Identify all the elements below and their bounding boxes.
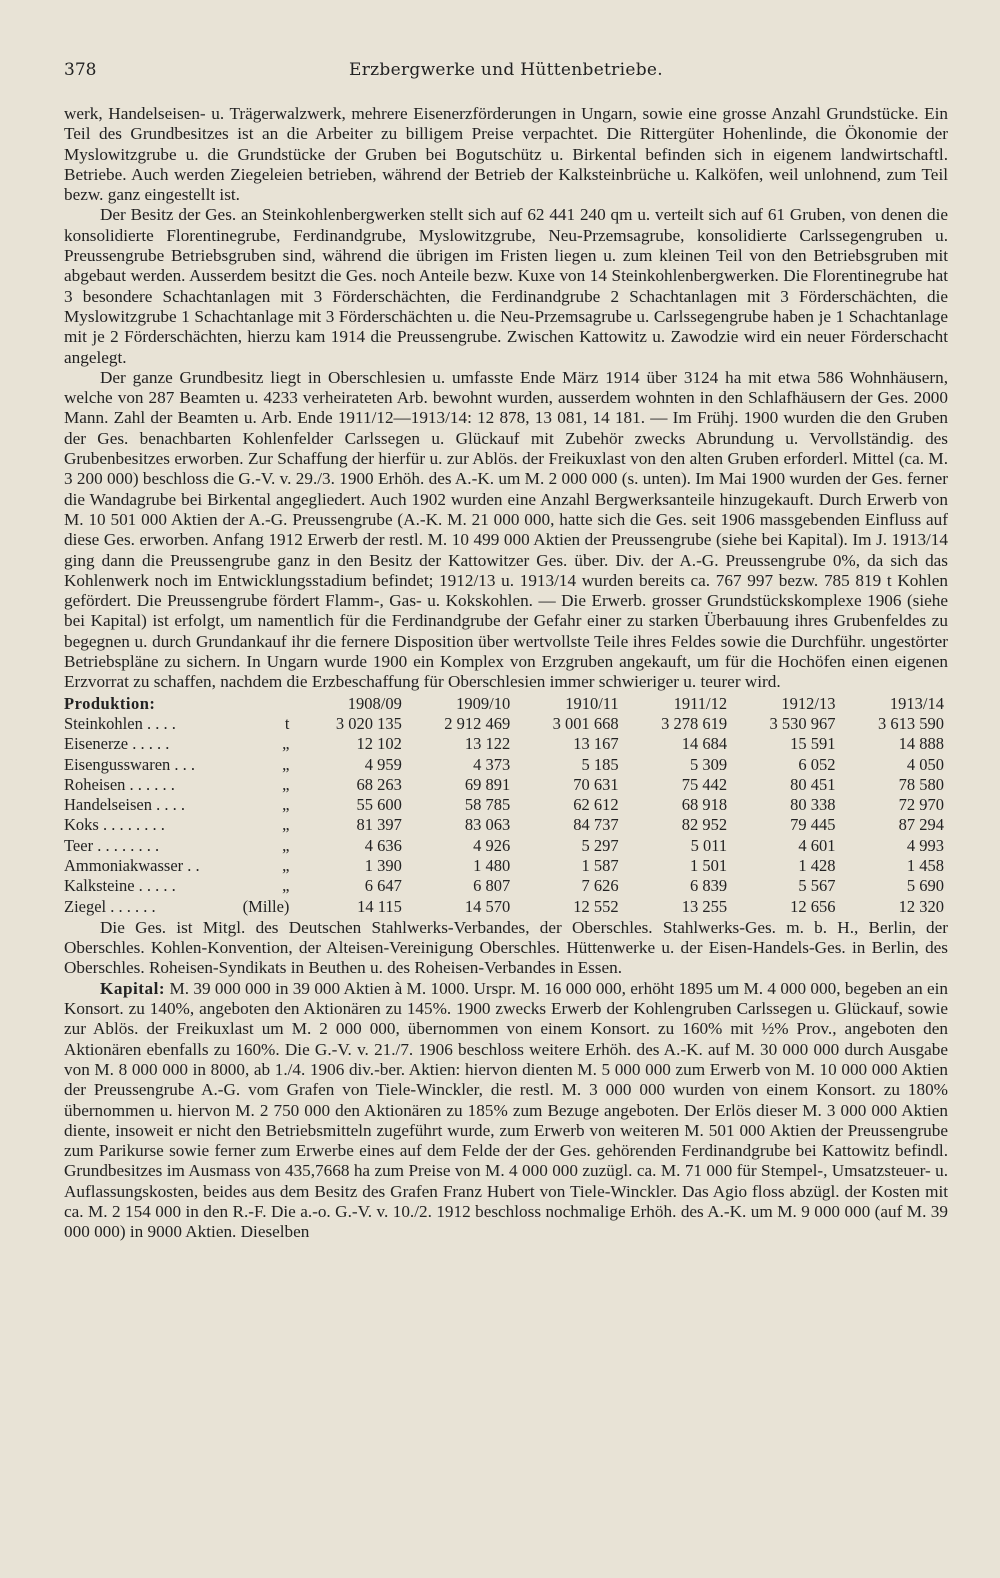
row-unit: „ — [282, 835, 290, 855]
table-cell: 4 993 — [906, 835, 944, 855]
table-cell: 1 587 — [581, 855, 619, 875]
table-cell: 84 737 — [573, 815, 619, 835]
table-cell: 4 050 — [906, 754, 944, 774]
table-cell: 68 263 — [356, 774, 402, 794]
paragraph-text: Der ganze Grundbesitz liegt in Oberschlesien u. umfasste Ende März 1914 über 3124 ha mit etwa 586 Wohnhäusern, welche von 287 Beamten u. 4233 verheirateten Arb. bewohnt wurden, ausserdem wohnten in den Schlafhäusern der Ges. 2000 Mann. Zahl der Beamten u. Arb. Ende 1911/12—1913/14: 12 878, 13 081, 14 181. — Im Frühj. 1900 wurden die den Gruben der Ges. benachbarten Kohlenfelder Carlssegen u. Glückauf mit Zubehör zwecks Abrundung u. Vervollständig. des Grubenbesitzes erworben. Zur Schaffung der hierfür u. zur Ablös. der Freikuxlast von den alten Gruben erforderl. Mittel (ca. M. 3 200 000) beschloss die G.-V. v. 29./3. 1900 Erhöh. des A.-K. um M. 2 000 000 (s. unten). Im Mai 1900 wurden der Ges. ferner die Wandagrube bei Birkental angegliedert. Auch 1902 wurden eine Anzahl Bergwerksanteile hinzugekauft. Durch Erwerb von M. 10 501 000 Aktien der A.-G. Preussengrube (A.-K. M. 21 000 000, hatte sich die Ges. seit 1906 massgebenden Einfluss auf diese Ges. erworben. Anfang 1912 Erwerb der restl. M. 10 499 000 Aktien der Preussengrube (siehe bei Kapital). Im J. 1913/14 ging dann die Preussengrube ganz in den Besitz der Kattowitzer Ges. über. Div. der A.-G. Preussengrube 0%, da sich das Kohlenwerk noch im Entwicklungsstadium befindet; 1912/13 u. 1913/14 wurden bereits ca. 767 997 bezw. 785 819 t Kohlen gefördert. Die Preussengrube fördert Flamm-, Gas- u. Kokskohlen. — Die Erwerb. grosser Grundstückskomplexe 1906 (siehe bei Kapital) ist erfolgt, um namentlich für die Ferdinandgrube der Gefahr einer zu starken Überbauung ihres Grubenfeldes zu begegnen u. durch Grundankauf ihr die fernere Disposition über wertvollste Teile ihres Feldes sowie die Durchführ. ungestörter Betriebspläne zu sichern. In Ungarn wurde 1900 ein Komplex von Erzgruben angekauft, um für die Hochöfen einen eigenen Erzvorrat zu schaffen, nachdem die Erzbeschaffung für Oberschlesien immer schwieriger u. teurer wird. — [64, 367, 948, 692]
table-row — [64, 856, 944, 876]
table-cell: 3 613 590 — [878, 713, 944, 733]
table-row — [64, 815, 944, 835]
table-cell: 69 891 — [464, 774, 511, 794]
year-header: 1913/14 — [889, 693, 944, 713]
row-label: Eisenerze . . . . . — [64, 734, 170, 754]
table-row — [64, 775, 944, 795]
year-header: 1909/10 — [456, 693, 511, 713]
table-cell: 2 912 469 — [444, 713, 511, 733]
table-cell: 4 926 — [473, 835, 511, 855]
production-label: Produktion: — [64, 693, 156, 713]
table-cell: 79 445 — [790, 815, 836, 835]
table-cell: 14 684 — [681, 734, 728, 754]
row-unit: „ — [282, 795, 290, 815]
table-cell: 58 785 — [464, 795, 511, 815]
table-cell: 78 580 — [898, 774, 944, 794]
table-cell: 4 959 — [364, 754, 402, 774]
body-text-before — [64, 104, 948, 693]
table-cell: 87 294 — [898, 815, 944, 835]
table-cell: 70 631 — [573, 774, 619, 794]
row-label: Koks . . . . . . . . — [64, 815, 165, 835]
row-unit: „ — [282, 876, 290, 896]
table-row — [64, 795, 944, 815]
production-header-row — [64, 694, 944, 714]
table-cell: 14 570 — [464, 896, 511, 916]
table-cell: 1 428 — [798, 855, 836, 875]
table-cell: 14 115 — [357, 896, 402, 916]
table-cell: 5 567 — [798, 876, 836, 896]
table-cell: 72 970 — [898, 795, 944, 815]
table-row — [64, 897, 944, 917]
table-cell: 5 690 — [906, 876, 944, 896]
row-unit: t — [284, 713, 290, 733]
table-cell: 6 647 — [364, 876, 402, 896]
page-header — [64, 60, 948, 90]
table-cell: 3 001 668 — [552, 713, 619, 733]
table-cell: 13 167 — [573, 734, 619, 754]
table-cell: 3 278 619 — [661, 713, 728, 733]
row-unit: (Mille) — [242, 896, 290, 916]
table-cell: 3 020 135 — [335, 713, 402, 733]
table-cell: 5 297 — [581, 835, 619, 855]
table-row — [64, 876, 944, 896]
production-body — [64, 714, 944, 917]
paragraph — [64, 918, 948, 979]
year-header: 1911/12 — [673, 693, 728, 713]
row-label: Kalksteine . . . . . — [64, 876, 176, 896]
running-title: Erzbergwerke und Hüttenbetriebe. — [349, 60, 663, 80]
table-cell: 1 458 — [906, 855, 944, 875]
row-unit: „ — [282, 754, 290, 774]
table-cell: 6 052 — [798, 754, 836, 774]
table-cell: 12 552 — [573, 896, 619, 916]
table-cell: 13 122 — [464, 734, 511, 754]
table-cell: 55 600 — [356, 795, 402, 815]
table-cell: 80 338 — [790, 795, 836, 815]
table-cell: 1 390 — [364, 855, 402, 875]
table-cell: 4 373 — [473, 754, 511, 774]
table-cell: 5 309 — [689, 754, 728, 774]
table-cell: 62 612 — [573, 795, 619, 815]
table-cell: 4 636 — [364, 835, 402, 855]
section-lead: Kapital: — [100, 978, 166, 998]
row-unit: „ — [282, 734, 290, 754]
table-cell: 5 011 — [690, 835, 728, 855]
table-cell: 75 442 — [681, 774, 728, 794]
paragraph-text: Der Besitz der Ges. an Steinkohlenbergwerken stellt sich auf 62 441 240 qm u. verteilt sich auf 61 Gruben, von denen die konsolidierte Florentinegrube, Ferdinandgrube, Myslowitzgrube, Neu-Przemsagrube, konsolidierte Carlssegengruben u. Preussengrube Betriebsgruben sind, während die übrigen im Fristen liegen u. zum kleinen Teil von den Betriebsgruben mit abgebaut werden. Ausserdem besitzt die Ges. noch Anteile bezw. Kuxe von 14 Steinkohlenbergwerken. Die Florentinegrube hat 3 besondere Schachtanlagen mit 3 Förderschächten, die Ferdinandgrube 2 Schachtanlagen mit 3 Förderschächten, die Myslowitzgrube 1 Schachtanlage mit 3 Förderschächten u. die Neu-Przemsagrube u. Carlssegengrube haben je 1 Schachtanlage mit je 2 Förderschächten, hierzu kam 1914 die Preussengrube. Zwischen Kattowitz u. Zawodzie wird ein neuer Förderschacht angelegt. — [64, 205, 948, 367]
year-header: 1910/11 — [565, 693, 619, 713]
table-cell: 13 255 — [681, 896, 728, 916]
table-cell: 68 918 — [681, 795, 728, 815]
table-cell: 82 952 — [681, 815, 728, 835]
row-label: Roheisen . . . . . . — [64, 774, 175, 794]
row-label: Ziegel . . . . . . — [64, 896, 156, 916]
table-cell: 81 397 — [356, 815, 402, 835]
table-row — [64, 836, 944, 856]
table-cell: 1 480 — [473, 855, 511, 875]
table-row — [64, 734, 944, 754]
body-text-after — [64, 918, 948, 1243]
table-row — [64, 755, 944, 775]
paragraph — [64, 104, 948, 205]
row-unit: „ — [282, 855, 290, 875]
table-row — [64, 714, 944, 734]
table-cell: 15 591 — [790, 734, 836, 754]
table-cell: 80 451 — [790, 774, 836, 794]
row-unit: „ — [282, 774, 290, 794]
table-cell: 6 839 — [689, 876, 728, 896]
paragraph-text: M. 39 000 000 in 39 000 Aktien à M. 1000. Urspr. M. 16 000 000, erhöht 1895 um M. 4 000 000, begeben an ein Konsort. zu 140%, angeboten den Aktionären zu 145%. 1900 zwecks Erwerb der Kohlengruben Carlssegen u. Glückauf, sowie zur Ablös. der Freikuxlast um M. 2 000 000, übernommen von einem Konsort. zu 160% mit ½% Prov., angeboten den Aktionären ebenfalls zu 160%. Die G.-V. v. 21./7. 1906 beschloss weitere Erhöh. des A.-K. auf M. 30 000 000 durch Ausgabe von M. 8 000 000 in 8000, ab 1./4. 1906 div.-ber. Aktien: hiervon dienten M. 5 000 000 zum Erwerb von M. 10 000 000 Aktien der Preussengrube A.-G. vom Grafen von Tiele-Winckler, die restl. M. 3 000 000 wurden von einem Konsort. zu 180% übernommen u. hiervon M. 2 750 000 den Aktionären zu 185% zum Bezuge angeboten. Der Erlös dieser M. 3 000 000 Aktien diente, insoweit er nicht den Betriebsmitteln zugeführt wurde, zum Erwerb von weiteren M. 501 000 Aktien der Preussengrube zum Parikurse sowie ferner zum Erwerbe eines auf dem Felde der der Ges. gehörenden Ferdinandgrube bei Kattowitz befindl. Grundbesitzes im Ausmass von 435,7668 ha zum Preise von M. 4 000 000 zuzügl. ca. M. 71 000 für Stempel-, Umsatzsteuer- u. Auflassungskosten, beides aus dem Besitz des Grafen Franz Hubert von Tiele-Winckler. Das Agio floss abzügl. der Kosten mit ca. M. 2 154 000 in den R.-F. Die a.-o. G.-V. v. 10./2. 1912 beschloss nochmalige Erhöh. des A.-K. um M. 9 000 000 (auf M. 39 000 000) in 9000 Aktien. Dieselben — [64, 978, 948, 1242]
paragraph-text: werk, Handelseisen- u. Trägerwalzwerk, mehrere Eisenerzförderungen in Ungarn, sowie eine grosse Anzahl Grundstücke. Ein Teil des Grundbesitzes ist an die Arbeiter zu billigem Preise verpachtet. Die Rittergüter Hohenlinde, die Ökonomie der Myslowitzgrube u. die Grundstücke der Gruben bei Bogutschütz u. Birkental befinden sich in eigenem landwirtschaftl. Betriebe. Auch werden Ziegeleien betrieben, während der Betrieb der Kalksteinbrüche u. Kalköfen, weil unlohnend, zum Teil bezw. ganz eingestellt ist. — [64, 104, 948, 205]
paragraph — [64, 205, 948, 367]
production-table — [64, 694, 944, 917]
paragraph — [64, 368, 948, 693]
table-cell: 6 807 — [473, 876, 511, 896]
table-cell: 3 530 967 — [769, 713, 836, 733]
table-cell: 5 185 — [581, 754, 619, 774]
paragraph-text: Die Ges. ist Mitgl. des Deutschen Stahlwerks-Verbandes, der Oberschles. Stahlwerks-Ges. m. b. H., Berlin, der Oberschles. Kohlen-Konvention, der Alteisen-Vereinigung Oberschles. Hüttenwerke u. der Eisen-Handels-Ges. in Berlin, des Oberschles. Roheisen-Syndikats in Beuthen u. des Roheisen-Verbandes in Essen. — [64, 917, 948, 978]
table-cell: 7 626 — [581, 876, 619, 896]
table-cell: 83 063 — [464, 815, 511, 835]
row-label: Ammoniakwasser . . — [64, 855, 200, 875]
row-label: Eisengusswaren . . . — [64, 754, 196, 774]
table-cell: 1 501 — [689, 855, 728, 875]
year-header: 1908/09 — [347, 693, 402, 713]
year-header: 1912/13 — [781, 693, 836, 713]
page-number: 378 — [64, 60, 97, 80]
row-unit: „ — [282, 815, 290, 835]
table-cell: 14 888 — [898, 734, 944, 754]
table-cell: 12 656 — [790, 896, 836, 916]
row-label: Handelseisen . . . . — [64, 795, 185, 815]
table-cell: 12 102 — [356, 734, 402, 754]
paragraph — [64, 979, 948, 1243]
row-label: Steinkohlen . . . . — [64, 713, 176, 733]
table-cell: 12 320 — [898, 896, 944, 916]
row-label: Teer . . . . . . . . — [64, 835, 160, 855]
table-cell: 4 601 — [798, 835, 836, 855]
